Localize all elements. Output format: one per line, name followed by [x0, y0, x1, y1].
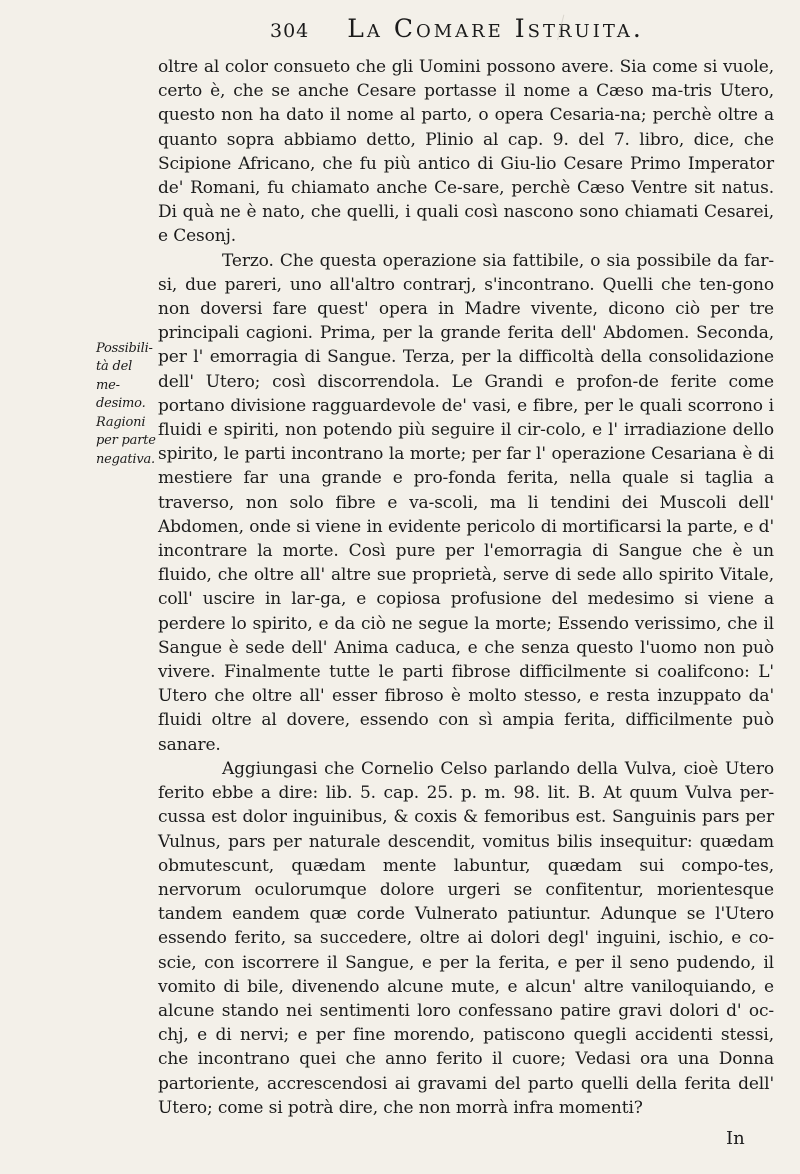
paragraph-3: Aggiungasi che Cornelio Celso parlando della Vulva, cioè Utero ferito ebbe a dire: lib. 5. cap. 25. p. m. 98. lit. B. At quum Vulva per-cussa est dolor inguinibus, & coxis & femoribus est. Sanguinis pars per Vulnus, pars per naturale descendit, vomitus bilis insequitur: quædam obmutescunt, quædam mente labuntur, quædam sui compo-tes, nervorum oculorumque dolore urgeri se confitentur, morientesque tandem eandem quæ corde Vulnerato patiuntur. Adunque se l'Utero essendo ferito, sa succedere, oltre ai dolori degl' inguini, ischio, e co-scie, con iscorrere il Sangue, e per la ferita, e per il seno pudendo, il vomito di bile, divenendo alcune mute, e alcun' altre vaniloquiando, e alcune stando nei sentimenti loro confessano patire gravi dolori d' oc-chj, e di nervi; e per fine morendo, patiscono quegli accidenti stessi, che incontrano quei che anno ferito il cuore; Vedasi ora una Donna partoriente, accrescendosi ai gravami del parto quelli della ferita dell' Utero; come si potrà dire, che non morrà infra momenti? — [158, 758, 774, 1118]
paragraph-2: Terzo. Che questa operazione sia fattibile, o sia possibile da far-si, due pareri, uno all'altro contrarj, s'incontrano. Quelli che ten-gono non doversi fare quest' opera in Madre vivente, dicono ciò per tre principali cagioni. Prima, per la grande ferita dell' Abdomen. Seconda, per l' emorragia di Sangue. Terza, per la difficoltà della consolidazione dell' Utero; così discorrendola. Le Grandi e profon-de ferite come portano divisione ragguardevole de' vasi, e fibre, per le quali scorrono i fluidi e spiriti, non potendo più seguire il cir-colo, e l' irradiazione dello spirito, le parti incontrano la morte; per far l' operazione Cesariana è di mestiere far una grande e pro-fonda ferita, nella quale si taglia a traverso, non solo fibre e va-scoli, ma li tendini dei Muscoli dell' Abdomen, onde si viene in evidente pericolo di mortificarsi la parte, e d' incontrare la morte. Così pure per l'emorragia di Sangue che è un fluido, che oltre all' altre sue proprietà, serve di sede allo spirito Vitale, coll' uscire in lar-ga, e copiosa profusione del medesimo si viene a perdere lo spirito, e da ciò ne segue la morte; Essendo verissimo, che il Sangue è sede dell' Anima caduca, e che senza questo l'uomo non può vivere. Finalmente tutte le parti fibrose difficilmente si coalifcono: L' Utero che oltre all' esser fibroso è molto stesso, e resta inzuppato da' fluidi oltre al dovere, essendo con sì ampia ferita, difficilmente può sanare. — [158, 250, 774, 755]
catchword: In — [726, 1128, 745, 1149]
page-header — [270, 14, 750, 44]
margin-note: Possibili- tà del me- desimo. Ragioni per parte negativa. — [96, 341, 156, 467]
paragraph-1: oltre al color consueto che gli Uomini possono avere. Sia come si vuole, certo è, che se anche Cesare portasse il nome a Cæso ma-tris Utero, questo non ha dato il nome al parto, o opera Cesaria-na; perchè oltre a quanto sopra abbiamo detto, Plinio al cap. 9. del 7. libro, dice, che Scipione Africano, che fu più antico di Giu-lio Cesare Primo Imperator de' Romani, fu chiamato anche Ce-sare, perchè Cæso Ventre sit natus. Di quà ne è nato, che quelli, i quali così nascono sono chiamati Cesarei, e Cesonj. — [158, 57, 774, 247]
page-number: 304 — [270, 20, 310, 42]
body-text — [158, 55, 774, 1120]
running-title: La Comare Istruita. — [347, 14, 644, 43]
